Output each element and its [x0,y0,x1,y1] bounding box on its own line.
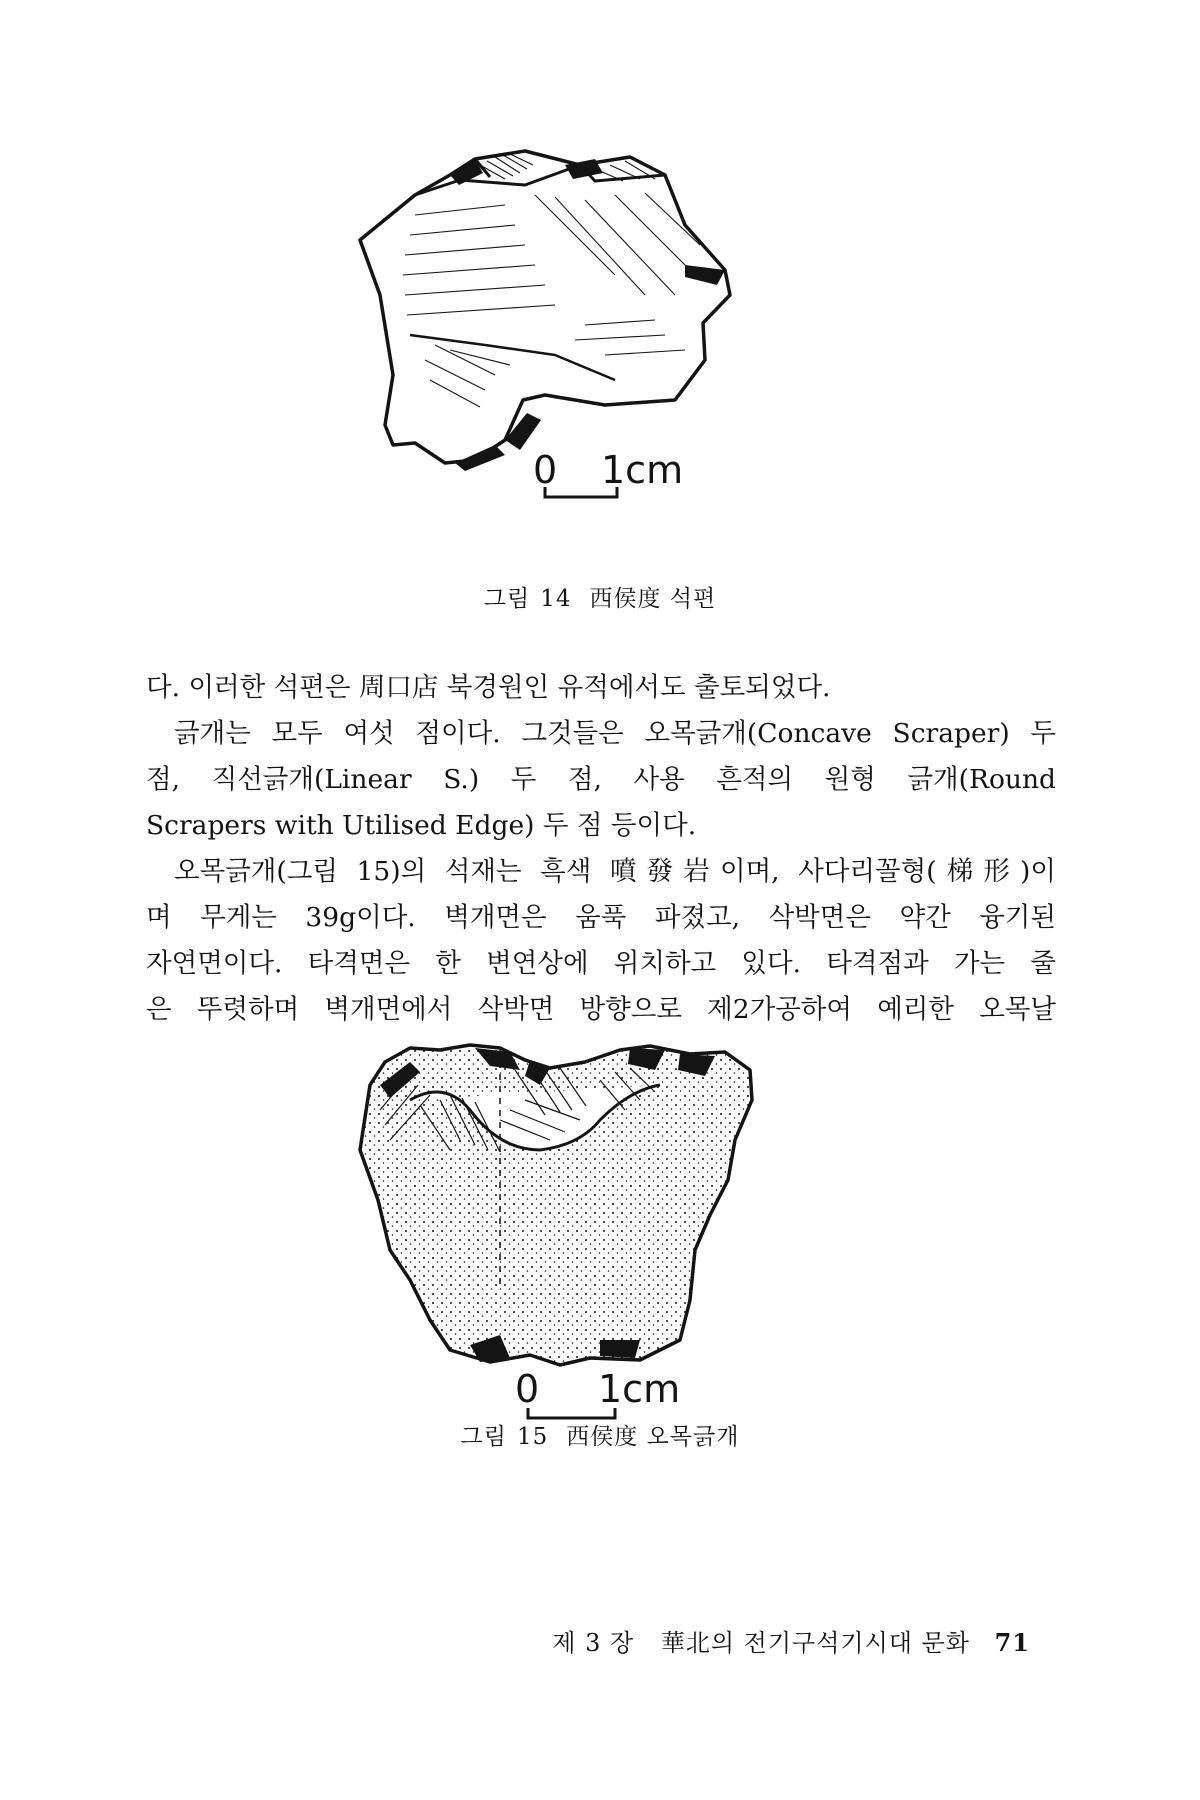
flake-hatching [403,154,700,407]
body-paragraphs [146,665,1056,1033]
caption-text: 西侯度 오목긁개 [566,1424,740,1450]
figure-14-drawing [355,145,825,565]
ventral-edge [410,335,615,380]
body-line: 며 무게는 39g이다. 벽개면은 움푹 파졌고, 삭박면은 약간 융기된 [146,902,1056,933]
caption-label: 그림 [460,1424,507,1450]
scale-bar-14 [533,448,683,497]
chapter-label: 제 3 장 [552,1629,635,1657]
body-line: 오목긁개(그림 15)의 석재는 흑색 噴發岩이며, 사다리꼴형(梯形)이 [174,856,1056,887]
scale-zero-label: 0 [533,448,558,492]
scale-zero-label: 0 [515,1367,540,1411]
page-number: 71 [994,1628,1030,1657]
caption-label: 그림 [483,586,531,612]
flake-retouch-marks [450,159,725,471]
scale-unit-label: 1cm [601,448,684,492]
body-line: 은 뚜렷하며 벽개면에서 삭박면 방향으로 제2가공하여 예리한 오목날 [146,994,1056,1025]
body-line: 점, 직선긁개(Linear S.) 두 점, 사용 흔적의 원형 긁개(Round [146,764,1056,795]
caption-number: 15 [516,1424,549,1450]
figure-15-caption [0,1418,1200,1451]
body-line: 자연면이다. 타격면은 한 변연상에 위치하고 있다. 타격점과 가는 줄 [146,948,1056,979]
caption-number: 14 [540,586,572,612]
body-line: 긁개는 모두 여섯 점이다. 그것들은 오목긁개(Concave Scraper) 두 [174,718,1056,749]
body-line: 다. 이러한 석편은 周口店 북경원인 유적에서도 출토되었다. [146,672,831,703]
caption-text: 西侯度 석편 [589,586,717,612]
body-line: Scrapers with Utilised Edge) 두 점 등이다. [146,810,697,841]
running-footer [552,1623,1030,1658]
scale-unit-label: 1cm [598,1367,681,1411]
flake-illustration [355,145,825,565]
flake-outline [360,151,730,463]
figure-14-caption [0,580,1200,613]
chapter-title: 華北의 전기구석기시대 문화 [660,1629,970,1657]
scale-bar-15 [515,1367,680,1418]
